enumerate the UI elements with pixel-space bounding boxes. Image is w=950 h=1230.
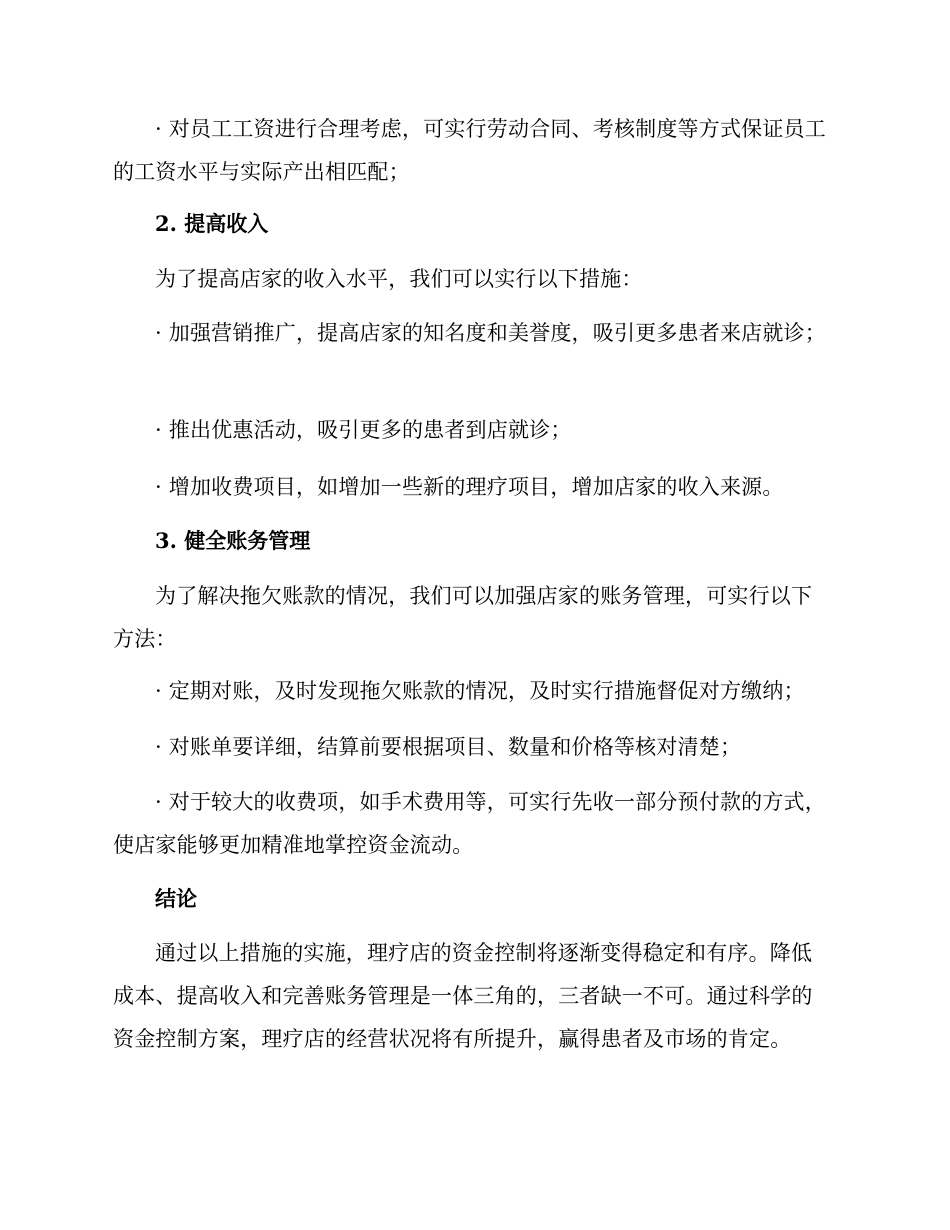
paragraph-salary-bullet: · 对员工工资进行合理考虑，可实行劳动合同、考核制度等方式保证员工的工资水平与实际产出相匹配；	[113, 117, 826, 184]
paragraph-income-intro: 为了提高店家的收入水平，我们可以实行以下措施：	[155, 267, 643, 291]
heading-increase-income: 2. 提高收入	[155, 211, 269, 236]
paragraph-promotion-bullet: · 推出优惠活动，吸引更多的患者到店就诊；	[155, 418, 572, 442]
paragraph-marketing-bullet: · 加强营销推广，提高店家的知名度和美誉度，吸引更多患者来店就诊；	[155, 321, 826, 345]
paragraph-reconcile-bullet: · 定期对账，及时发现拖欠账款的情况，及时实行措施督促对方缴纳；	[155, 679, 805, 703]
paragraph-conclusion: 通过以上措施的实施，理疗店的资金控制将逐渐变得稳定和有序。降低成本、提高收入和完善账务管理是一体三角的，三者缺一不可。通过科学的资金控制方案，理疗店的经营状况将有所提升，赢得患者及市场的肯定。	[113, 941, 813, 1051]
paragraph-statement-bullet: · 对账单要详细，结算前要根据项目、数量和价格等核对清楚；	[155, 735, 742, 759]
paragraph-prepayment-bullet: · 对于较大的收费项，如手术费用等，可实行先收一部分预付款的方式，使店家能够更加精准地掌控资金流动。	[113, 790, 826, 857]
heading-accounting-management: 3. 健全账务管理	[155, 528, 311, 553]
heading-conclusion: 结论	[155, 886, 197, 911]
paragraph-fee-items-bullet: · 增加收费项目，如增加一些新的理疗项目，增加店家的收入来源。	[155, 475, 784, 499]
paragraph-accounting-intro: 为了解决拖欠账款的情况，我们可以加强店家的账务管理，可实行以下方法：	[113, 584, 813, 651]
